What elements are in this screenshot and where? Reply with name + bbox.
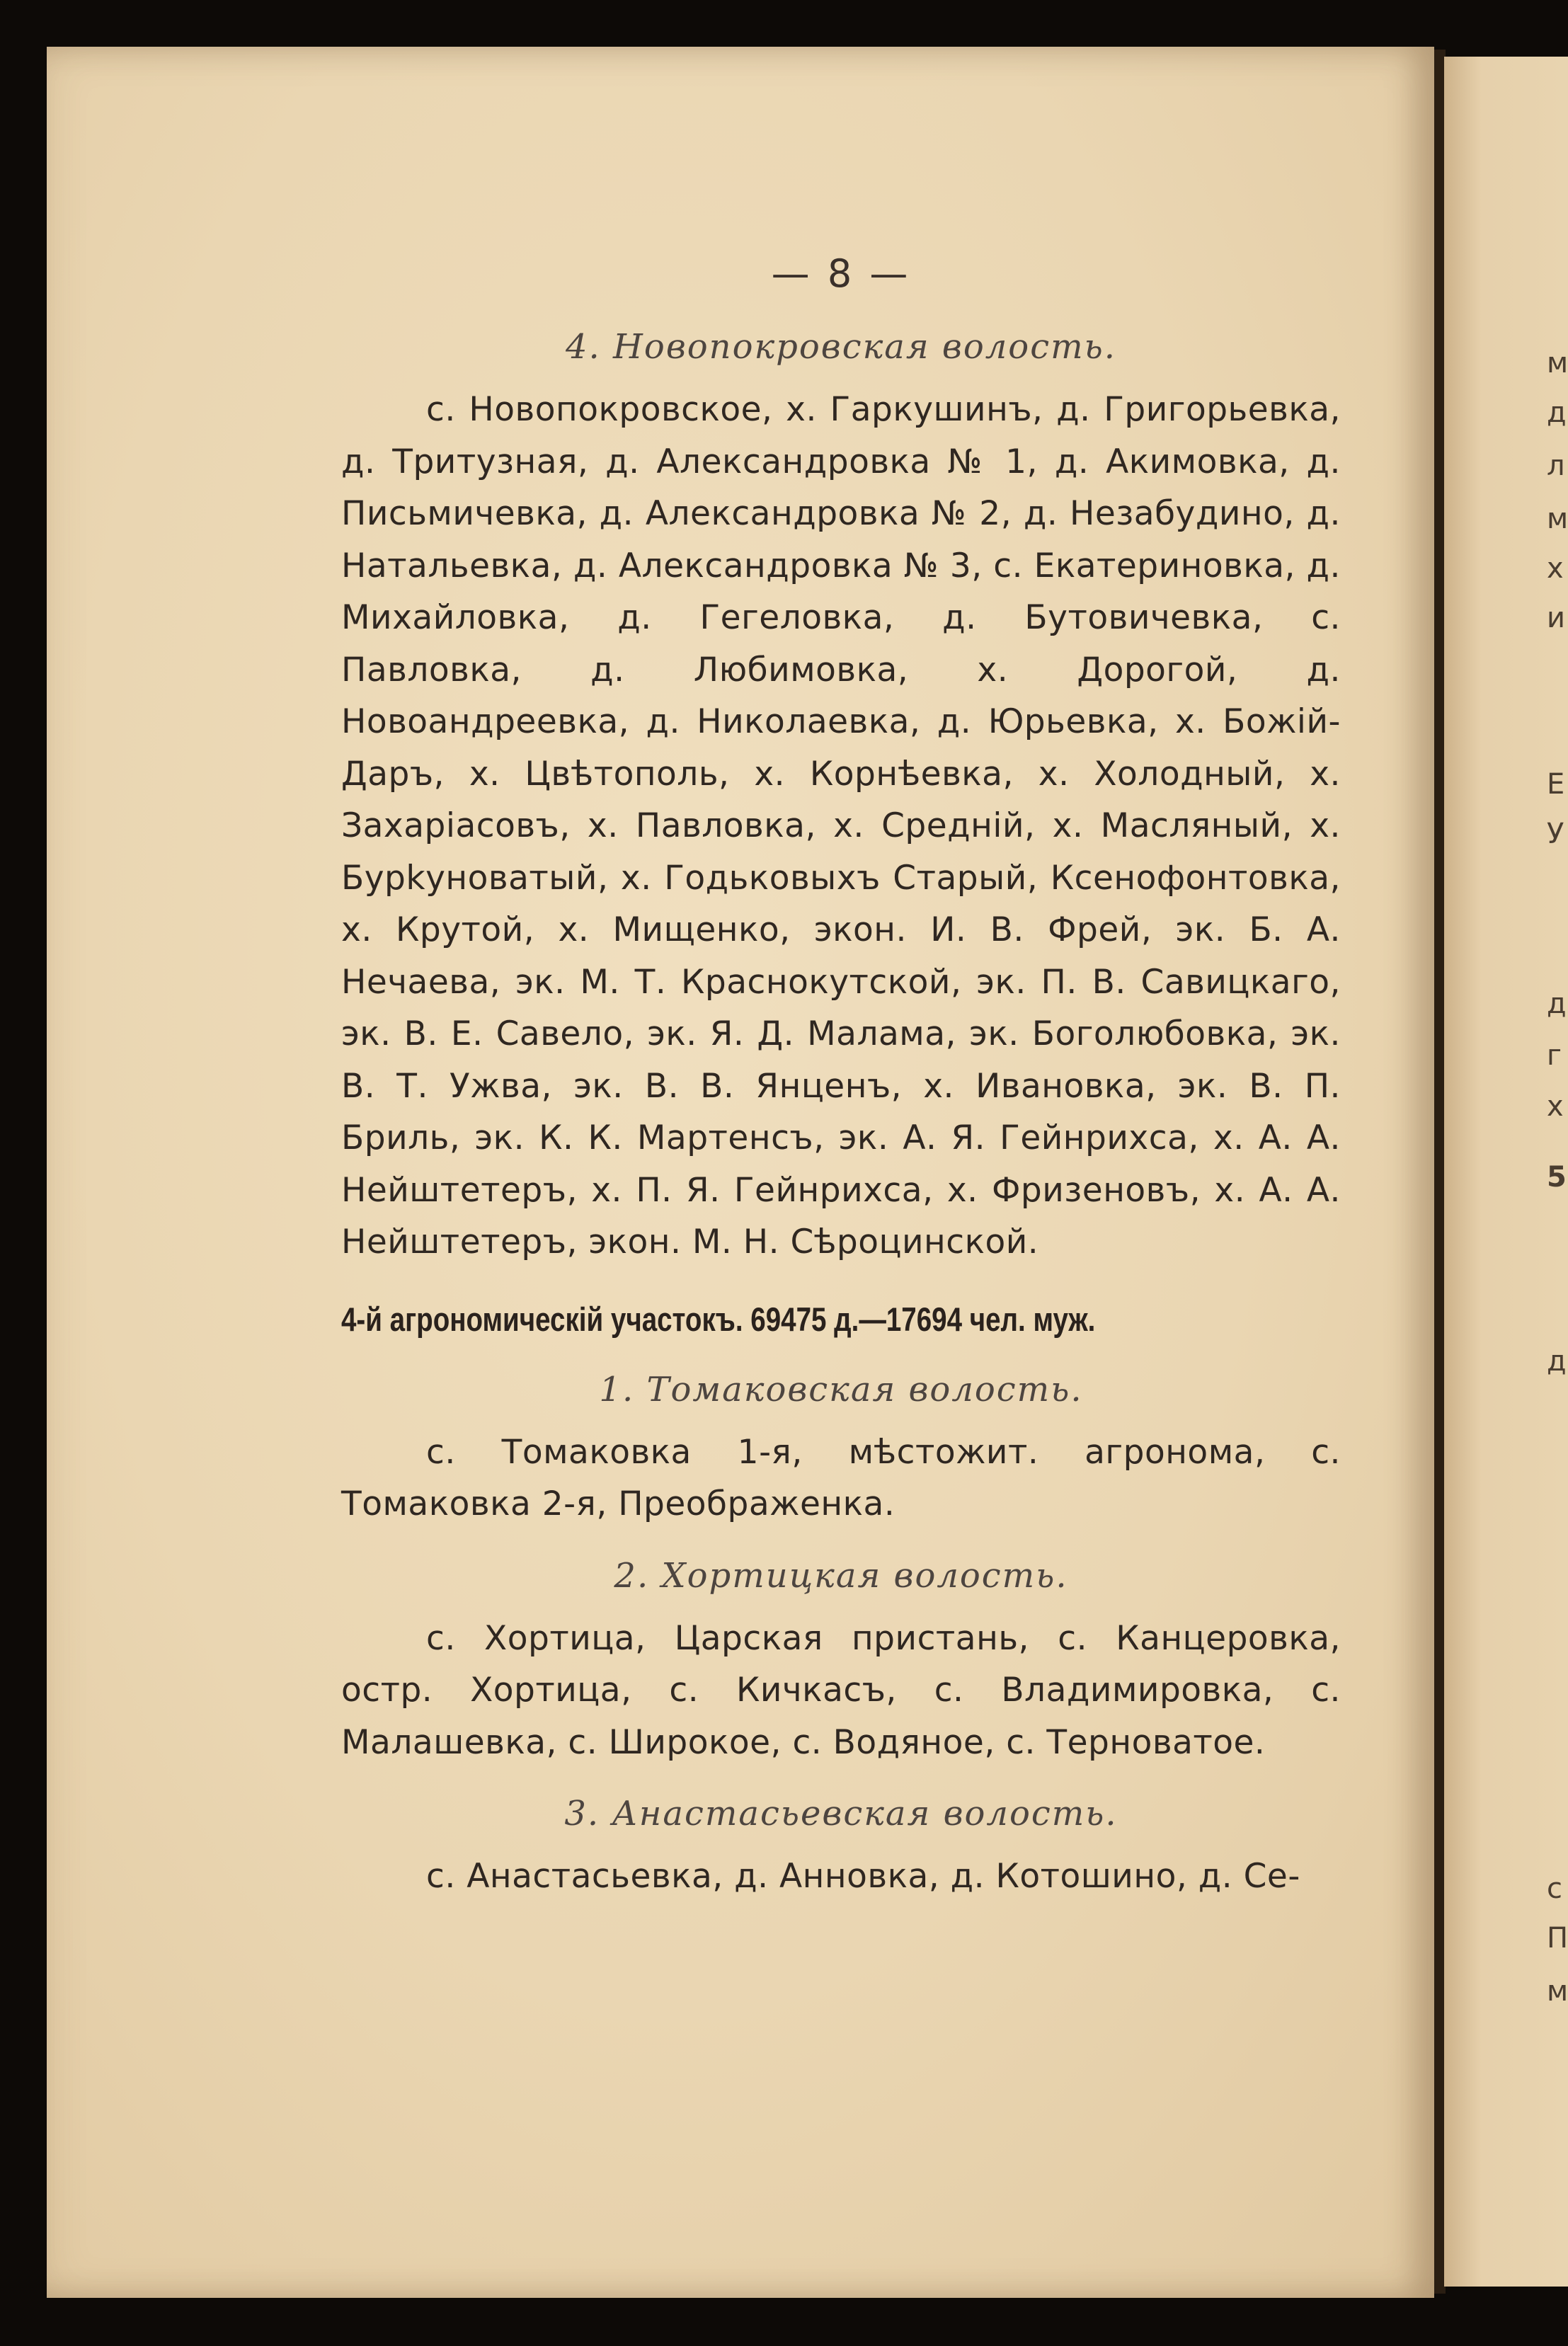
subsection-heading: 2. Хортицкая волость.: [614, 1555, 1068, 1596]
district-heading: 4-й агрономическій участокъ. 69475 д.—17694 чел. муж.: [341, 1300, 1096, 1338]
edge-letter: с: [1547, 1872, 1562, 1905]
edge-letter: м: [1547, 347, 1568, 379]
page-number: — 8 —: [771, 251, 911, 296]
edge-letter: д: [1547, 988, 1567, 1020]
section-text: с. Новопокровское, х. Гаркушинъ, д. Григорьевка, д. Тритузная, д. Александровка № 1, д. Акимовка, д. Письмичевка, д. Александровка № 2, д. Незабудино, д. Натальевка, д. Александровка № 3, с. Екатериновка, д. Михайловка, д. Гегеловка, д. Бутовичевка, с. Павловка, д. Любимовка, х. Дорогой, д. Новоандреевка, д. Николаевка, д. Юрьевка, х. Божій-Даръ, х. Цвѣтополь, х. Корнѣевка, х. Холодный, х. Захаріасовъ, х. Павловка, х. Средній, х. Масляный, х. Бурkуноватый, х. Годьковыхъ Старый, Ксенофонтовка, х. Крутой, х. Мищенко, экон. И. В. Фрей, эк. Б. А. Нечаева, эк. М. Т. Краснокутской, эк. П. В. Савицкаго, эк. В. Е. Савело, эк. Я. Д. Малама, эк. Боголюбовка, эк. В. Т. Ужва, эк. В. В. Янценъ, х. Ивановка, эк. В. П. Бриль, эк. К. К. Мартенсъ, эк. А. Я. Гейнрихса, х. А. А. Нейштетеръ, х. П. Я. Гейнрихса, х. Фризеновъ, х. А. А. Нейштетеръ, экон. М. Н. Сѣроцинской.: [341, 390, 1341, 1261]
edge-letter: д: [1547, 396, 1567, 429]
subsection-heading: 3. Анастасьевская волость.: [564, 1794, 1118, 1833]
edge-letter: У: [1547, 818, 1564, 850]
edge-letter: Е: [1547, 768, 1565, 801]
subsection-text: с. Томаковка 1-я, мѣстожит. агронома, с. Томаковка 2-я, Преображенка.: [341, 1432, 1341, 1523]
subsection-text: с. Анастасьевка, д. Анновка, д. Котошино, д. Се-: [426, 1857, 1300, 1896]
page-content: [341, 251, 1341, 1903]
section-heading: 4. Новопокровская волость.: [566, 327, 1116, 367]
edge-letter: 5: [1547, 1161, 1567, 1194]
edge-letter: х: [1547, 1090, 1564, 1123]
edge-letter: д: [1547, 1345, 1567, 1378]
edge-letter: х: [1547, 552, 1564, 585]
edge-letter: г: [1547, 1039, 1562, 1072]
edge-letter: м: [1547, 1975, 1568, 2008]
edge-letter: м: [1547, 503, 1568, 535]
subsection-heading: 1. Томаковская волость.: [599, 1369, 1083, 1409]
edge-letter: л: [1547, 450, 1565, 482]
edge-letter: и: [1547, 602, 1565, 634]
subsection-text: с. Хортица, Царская пристань, с. Канцеровка, остр. Хортица, с. Кичкасъ, с. Владимировка, с. Малашевка, с. Широкое, с. Водяное, с. Терноватое.: [341, 1618, 1341, 1762]
edge-letter: П: [1547, 1922, 1568, 1955]
